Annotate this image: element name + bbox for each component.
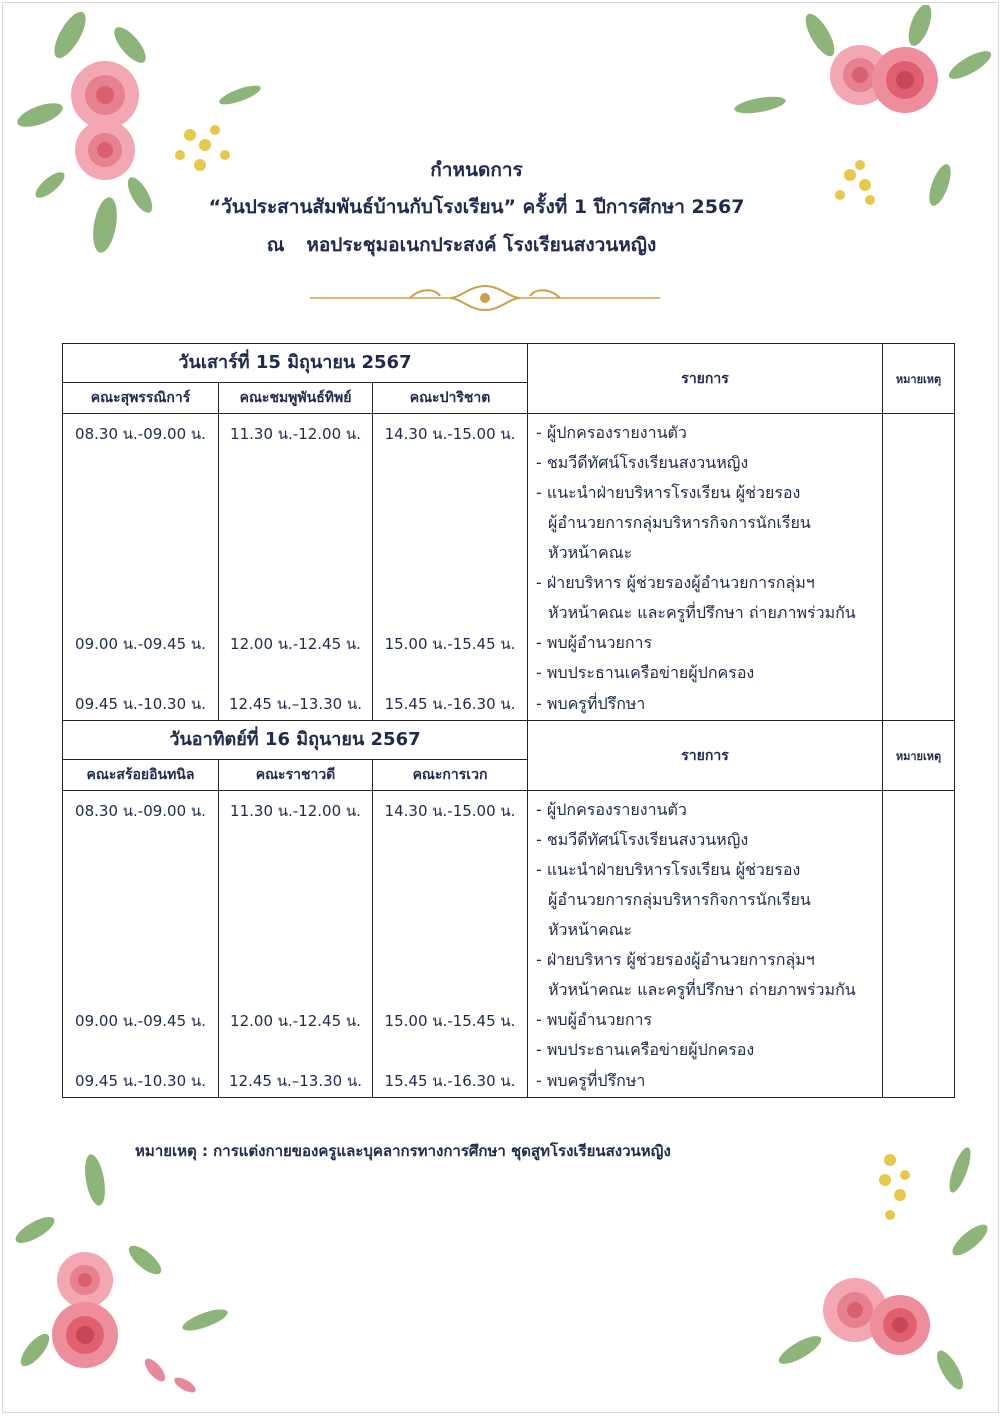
- time-column: [63, 414, 219, 721]
- agenda-item: - พบผู้อำนวยการ: [536, 633, 653, 652]
- agenda-item: หัวหน้าคณะ: [548, 920, 633, 939]
- remarks-header: หมายเหตุ: [883, 344, 955, 414]
- time-slot: 15.45 น.-16.30 น.: [384, 1072, 516, 1090]
- time-slot: 14.30 น.-15.00 น.: [384, 802, 516, 820]
- time-slot: 08.30 น.-09.00 น.: [75, 802, 206, 820]
- remarks-column: [883, 414, 955, 721]
- agenda-item: - แนะนำฝ่ายบริหารโรงเรียน ผู้ช่วยรอง: [536, 483, 801, 502]
- group-header: คณะชมพูพันธ์ทิพย์: [219, 383, 373, 414]
- floral-decoration-bottom-left: [5, 1150, 265, 1410]
- agenda-item: หัวหน้าคณะ และครูที่ปรึกษา ถ่ายภาพร่วมกัน: [548, 980, 856, 999]
- time-column: [219, 791, 373, 1098]
- group-header: คณะปาริชาต: [373, 383, 528, 414]
- day-title: วันเสาร์ที่ 15 มิถุนายน 2567: [63, 344, 528, 383]
- group-header: คณะสร้อยอินทนิล: [63, 760, 219, 791]
- schedule-table-day2: [62, 720, 955, 1098]
- time-column: [63, 791, 219, 1098]
- agenda-header: รายการ: [528, 721, 883, 791]
- time-slot: 08.30 น.-09.00 น.: [75, 425, 206, 443]
- time-slot: 11.30 น.-12.00 น.: [230, 802, 361, 820]
- time-slot: 12.00 น.-12.45 น.: [230, 635, 361, 653]
- agenda-item: - ชมวีดีทัศน์โรงเรียนสงวนหญิง: [536, 830, 749, 849]
- agenda-item: - แนะนำฝ่ายบริหารโรงเรียน ผู้ช่วยรอง: [536, 860, 801, 879]
- remarks-column: [883, 791, 955, 1098]
- time-slot: 12.45 น.–13.30 น.: [229, 1072, 362, 1090]
- day-title: วันอาทิตย์ที่ 16 มิถุนายน 2567: [63, 721, 528, 760]
- footer-note: หมายเหตุ : การแต่งกายของครูและบุคลากรทางการศึกษา ชุดสูทโรงเรียนสงวนหญิง: [135, 1142, 671, 1160]
- agenda-column: [528, 791, 883, 1098]
- time-slot: 15.45 น.-16.30 น.: [384, 695, 516, 713]
- event-venue: [0, 230, 963, 260]
- group-header: คณะการเวก: [373, 760, 528, 791]
- agenda-item: - ชมวีดีทัศน์โรงเรียนสงวนหญิง: [536, 453, 749, 472]
- venue-prefix: ณ: [266, 234, 285, 256]
- agenda-item: - ฝ่ายบริหาร ผู้ช่วยรองผู้อำนวยการกลุ่มฯ: [536, 573, 815, 592]
- time-slot: 09.45 น.-10.30 น.: [75, 1072, 206, 1090]
- agenda-item: - พบครูที่ปรึกษา: [536, 694, 646, 713]
- agenda-item: หัวหน้าคณะ: [548, 543, 633, 562]
- group-header: คณะราชาวดี: [219, 760, 373, 791]
- time-column: [373, 414, 528, 721]
- time-slot: 09.45 น.-10.30 น.: [75, 695, 206, 713]
- schedule-table-day1: [62, 343, 955, 721]
- agenda-item: - ผู้ปกครองรายงานตัว: [536, 800, 687, 819]
- agenda-item: - พบประธานเครือข่ายผู้ปกครอง: [536, 1040, 755, 1059]
- floral-decoration-bottom-right: [760, 1140, 1000, 1410]
- time-slot: 11.30 น.-12.00 น.: [230, 425, 361, 443]
- agenda-header: รายการ: [528, 344, 883, 414]
- time-column: [219, 414, 373, 721]
- agenda-item: - พบประธานเครือข่ายผู้ปกครอง: [536, 663, 755, 682]
- time-slot: 09.00 น.-09.45 น.: [75, 1012, 206, 1030]
- agenda-item: - พบครูที่ปรึกษา: [536, 1071, 646, 1090]
- agenda-column: [528, 414, 883, 721]
- agenda-item: - ฝ่ายบริหาร ผู้ช่วยรองผู้อำนวยการกลุ่มฯ: [536, 950, 815, 969]
- venue-name: หอประชุมอเนกประสงค์ โรงเรียนสงวนหญิง: [306, 234, 657, 256]
- ornament-divider: [310, 278, 660, 318]
- remarks-header: หมายเหตุ: [883, 721, 955, 791]
- agenda-item: ผู้อำนวยการกลุ่มบริหารกิจการนักเรียน: [548, 513, 811, 532]
- agenda-item: - ผู้ปกครองรายงานตัว: [536, 423, 687, 442]
- document-heading: กำหนดการ: [430, 159, 523, 181]
- agenda-item: - พบผู้อำนวยการ: [536, 1010, 653, 1029]
- time-slot: 12.00 น.-12.45 น.: [230, 1012, 361, 1030]
- time-slot: 14.30 น.-15.00 น.: [384, 425, 516, 443]
- time-slot: 15.00 น.-15.45 น.: [384, 635, 516, 653]
- time-slot: 12.45 น.–13.30 น.: [229, 695, 362, 713]
- time-slot: 09.00 น.-09.45 น.: [75, 635, 206, 653]
- event-title: “วันประสานสัมพันธ์บ้านกับโรงเรียน” ครั้งที่ 1 ปีการศึกษา 2567: [208, 196, 745, 218]
- agenda-item: ผู้อำนวยการกลุ่มบริหารกิจการนักเรียน: [548, 890, 811, 909]
- time-slot: 15.00 น.-15.45 น.: [384, 1012, 516, 1030]
- time-column: [373, 791, 528, 1098]
- agenda-item: หัวหน้าคณะ และครูที่ปรึกษา ถ่ายภาพร่วมกัน: [548, 603, 856, 622]
- group-header: คณะสุพรรณิการ์: [63, 383, 219, 414]
